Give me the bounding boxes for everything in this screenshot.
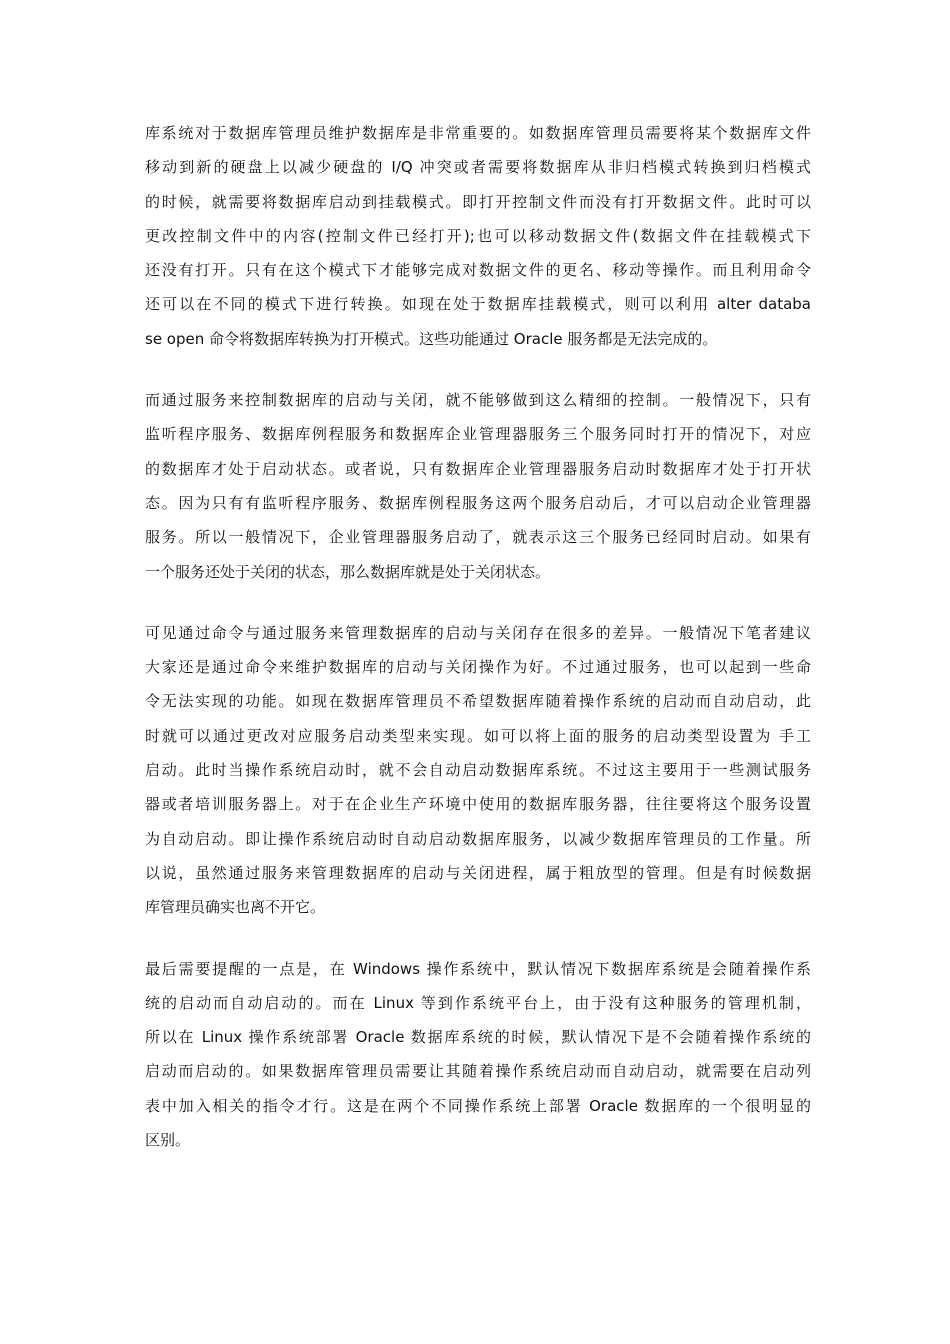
text-line: 更改控制文件中的内容(控制文件已经打开);也可以移动数据文件(数据文件在挂载模式下 <box>145 226 811 245</box>
text-line: 为自动启动。即让操作系统启动时自动启动数据库服务，以减少数据库管理员的工作量。所 <box>145 829 811 848</box>
text-line: 可见通过命令与通过服务来管理数据库的启动与关闭存在很多的差异。一般情况下笔者建议 <box>145 623 811 642</box>
text-line: 启动而启动的。如果数据库管理员需要让其随着操作系统启动而自动启动，就需要在启动列 <box>145 1062 811 1081</box>
text-line: 监听程序服务、数据库例程服务和数据库企业管理器服务三个服务同时打开的情况下，对应 <box>145 425 811 444</box>
text-line: 时就可以通过更改对应服务启动类型来实现。如可以将上面的服务的启动类型设置为 手工 <box>145 726 811 745</box>
text-line: 以说，虽然通过服务来管理数据库的启动与关闭进程，属于粗放型的管理。但是有时候数据 <box>145 863 811 882</box>
text-line: 启动。此时当操作系统启动时，就不会自动启动数据库系统。不过这主要用于一些测试服务 <box>145 761 811 780</box>
paragraph <box>145 616 811 925</box>
paragraph <box>145 116 811 356</box>
document-body <box>145 116 811 1184</box>
text-line: 令无法实现的功能。如现在数据库管理员不希望数据库随着操作系统的启动而自动启动，此 <box>145 692 811 711</box>
text-line: 的数据库才处于启动状态。或者说，只有数据库企业管理器服务启动时数据库才处于打开状 <box>145 459 811 478</box>
text-line: 态。因为只有有监听程序服务、数据库例程服务这两个服务启动后，才可以启动企业管理器 <box>145 493 811 512</box>
text-line: 服务。所以一般情况下，企业管理器服务启动了，就表示这三个服务已经同时启动。如果有 <box>145 528 811 547</box>
paragraph <box>145 383 811 589</box>
text-line: 还可以在不同的模式下进行转换。如现在处于数据库挂载模式，则可以利用 alter databa <box>145 295 811 314</box>
text-line: 一个服务还处于关闭的状态，那么数据库就是处于关闭状态。 <box>145 562 551 581</box>
text-line: se open 命令将数据库转换为打开模式。这些功能通过 Oracle 服务都是无法完成的。 <box>145 329 718 348</box>
text-line: 最后需要提醒的一点是，在 Windows 操作系统中，默认情况下数据库系统是会随着操作系 <box>145 959 811 978</box>
text-line: 还没有打开。只有在这个模式下才能够完成对数据文件的更名、移动等操作。而且利用命令 <box>145 261 811 280</box>
text-line: 库管理员确实也离不开它。 <box>145 898 326 917</box>
text-line: 移动到新的硬盘上以减少硬盘的 I/Q 冲突或者需要将数据库从非归档模式转换到归档模式 <box>145 158 811 177</box>
text-line: 所以在 Linux 操作系统部署 Oracle 数据库系统的时候，默认情况下是不会随着操作系统的 <box>145 1028 811 1047</box>
text-line: 库系统对于数据库管理员维护数据库是非常重要的。如数据库管理员需要将某个数据库文件 <box>145 124 811 142</box>
text-line: 器或者培训服务器上。对于在企业生产环境中使用的数据库服务器，往往要将这个服务设置 <box>145 795 811 814</box>
text-line: 统的启动而自动启动的。而在 Linux 等到作系统平台上，由于没有这种服务的管理机制， <box>145 993 811 1012</box>
text-line: 而通过服务来控制数据库的启动与关闭，就不能够做到这么精细的控制。一般情况下，只有 <box>145 391 811 410</box>
text-line: 大家还是通过命令来维护数据库的启动与关闭操作为好。不过通过服务，也可以起到一些命 <box>145 658 811 677</box>
text-line: 区别。 <box>145 1131 191 1150</box>
text-line: 表中加入相关的指令才行。这是在两个不同操作系统上部署 Oracle 数据库的一个很明显的 <box>145 1096 811 1115</box>
paragraph <box>145 952 811 1158</box>
text-line: 的时候，就需要将数据库启动到挂载模式。即打开控制文件而没有打开数据文件。此时可以 <box>145 192 811 211</box>
